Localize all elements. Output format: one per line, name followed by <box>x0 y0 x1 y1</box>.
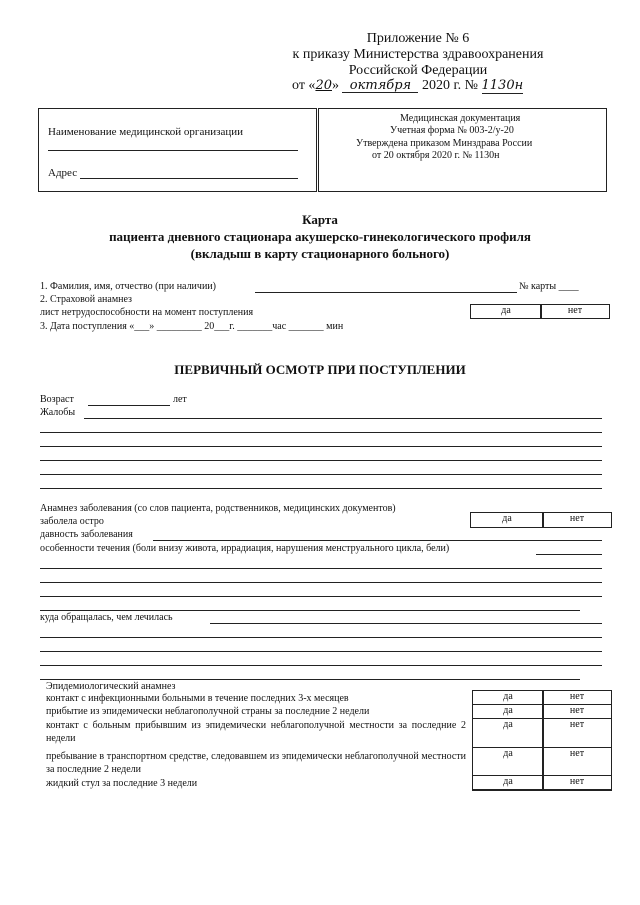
epid-q2-no[interactable]: нет <box>542 704 612 719</box>
sick-leave-no[interactable]: нет <box>540 304 610 319</box>
complaints-line-6[interactable] <box>40 488 602 489</box>
age-label: Возраст <box>40 394 74 405</box>
epid-q1: контакт с инфекционными больными в течение последних 3-х месяцев <box>46 693 349 704</box>
complaints-line-4[interactable] <box>40 460 602 461</box>
complaints-line[interactable] <box>84 418 602 419</box>
course-label: особенности течения (боли внизу живота, иррадиация, нарушения менструального цикла, бели) <box>40 543 450 554</box>
complaints-line-5[interactable] <box>40 474 602 475</box>
epid-q4-yes[interactable]: да <box>472 747 544 776</box>
epid-title: Эпидемиологический анамнез <box>46 681 176 692</box>
anamnesis-label: Анамнез заболевания (со слов пациента, родственников, медицинских документов) <box>40 503 396 514</box>
org-address-line[interactable] <box>80 178 298 179</box>
insurance-label: 2. Страховой анамнез <box>40 294 133 305</box>
org-address-label: Адрес <box>48 167 78 179</box>
sick-leave-label: лист нетрудоспособности на момент поступления <box>40 307 254 318</box>
epid-q3-yes[interactable]: да <box>472 718 544 748</box>
org-name-line[interactable] <box>48 150 298 151</box>
acute-yes[interactable]: да <box>470 512 544 528</box>
treated-label: куда обращалась, чем лечилась <box>40 612 173 623</box>
duration-label: давность заболевания <box>40 529 133 540</box>
epid-q5-no[interactable]: нет <box>542 775 612 790</box>
treated-line[interactable] <box>210 623 602 624</box>
acute-label: заболела остро <box>40 516 104 527</box>
doc-title: Карта <box>302 212 338 227</box>
handwritten-month: октября <box>342 79 418 93</box>
org-name-label: Наименование медицинской организации <box>48 126 243 138</box>
med-doc-label: Медицинская документация <box>400 113 521 124</box>
handwritten-day: 20 <box>315 78 332 93</box>
course-line-2[interactable] <box>40 568 602 569</box>
epid-q3: контакт с больным прибывшим из эпидемически неблагополучной местности за последние 2 недели <box>46 720 466 744</box>
treated-line-3[interactable] <box>40 651 602 652</box>
epid-q4-no[interactable]: нет <box>542 747 612 776</box>
admission-date: 3. Дата поступления «___» _________ 20___г. _______час _______ мин <box>40 321 344 332</box>
epid-q1-no[interactable]: нет <box>542 690 612 705</box>
approved-date: от 20 октября 2020 г. № 1130н <box>372 150 500 161</box>
fio-line[interactable] <box>255 292 517 293</box>
age-line[interactable] <box>88 405 170 406</box>
complaints-line-2[interactable] <box>40 432 602 433</box>
form-number: Учетная форма № 003-2/у-20 <box>390 125 514 136</box>
header-date: от «20» октября 2020 г. № 1130н <box>292 78 524 93</box>
header-appendix: Приложение № 6 <box>366 31 470 46</box>
course-line-3[interactable] <box>40 582 602 583</box>
sick-leave-yes[interactable]: да <box>470 304 542 319</box>
treated-line-4[interactable] <box>40 665 602 666</box>
course-line[interactable] <box>536 554 602 555</box>
treated-line-5[interactable] <box>40 679 580 680</box>
complaints-line-3[interactable] <box>40 446 602 447</box>
epid-q5-yes[interactable]: да <box>472 775 544 790</box>
epid-q4: пребывание в транспортном средстве, следовавшем из эпидемически неблагополучной местности за последние 2 недели <box>46 751 466 775</box>
epid-q3-no[interactable]: нет <box>542 718 612 748</box>
epid-q2: прибытие из эпидемически неблагополучной страны за последние 2 недели <box>46 706 370 717</box>
card-number: № карты ____ <box>519 281 579 292</box>
header-order: к приказу Министерства здравоохранения <box>292 47 544 62</box>
doc-subtitle-2: (вкладыш в карту стационарного больного) <box>190 246 450 261</box>
handwritten-number: 1130н <box>481 78 524 93</box>
doc-subtitle: пациента дневного стационара акушерско-гинекологического профиля <box>109 229 531 244</box>
course-line-5[interactable] <box>40 610 580 611</box>
course-line-4[interactable] <box>40 596 602 597</box>
acute-no[interactable]: нет <box>542 512 612 528</box>
approved-label: Утверждена приказом Минздрава России <box>356 138 533 149</box>
fio-label: 1. Фамилия, имя, отчество (при наличии) <box>40 281 216 292</box>
complaints-label: Жалобы <box>40 407 76 418</box>
header-country: Российской Федерации <box>348 63 488 78</box>
section-title: ПЕРВИЧНЫЙ ОСМОТР ПРИ ПОСТУПЛЕНИИ <box>174 362 466 377</box>
epid-q5: жидкий стул за последние 3 недели <box>46 778 198 789</box>
age-unit: лет <box>173 394 187 405</box>
epid-q2-yes[interactable]: да <box>472 704 544 719</box>
treated-line-2[interactable] <box>40 637 602 638</box>
epid-bottom-line <box>472 790 612 791</box>
duration-line[interactable] <box>153 540 602 541</box>
epid-q1-yes[interactable]: да <box>472 690 544 705</box>
